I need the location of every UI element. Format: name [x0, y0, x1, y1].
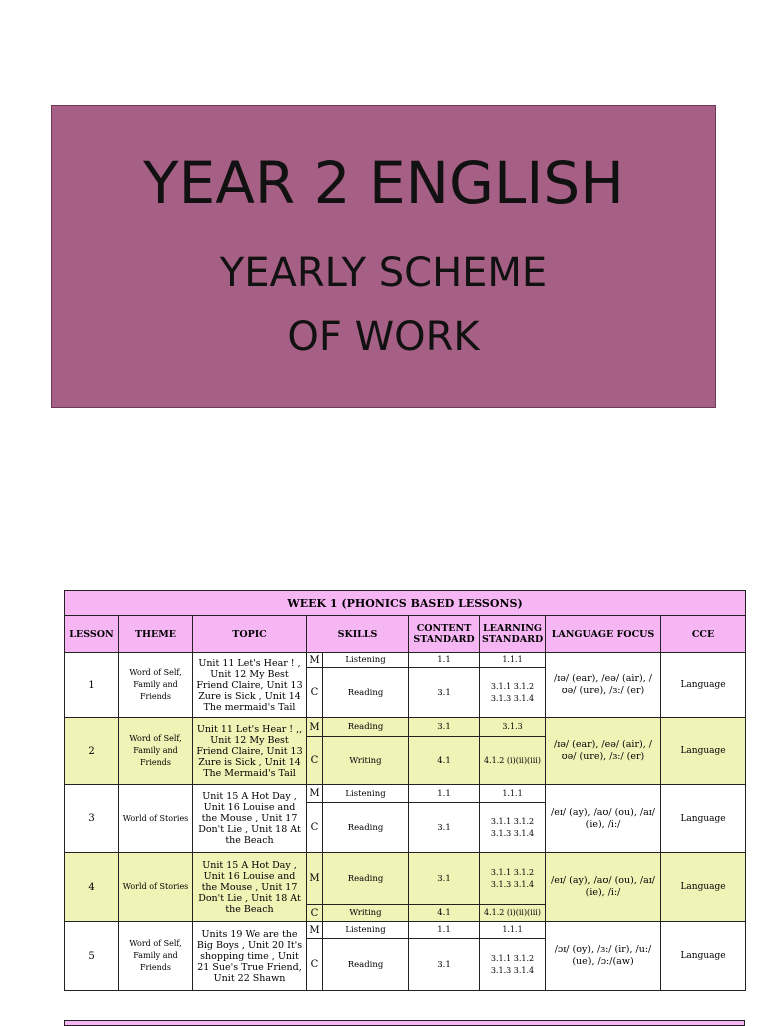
- cce-value: Language: [661, 853, 746, 922]
- header-language-focus: LANGUAGE FOCUS: [546, 616, 661, 653]
- learning-standard: 3.1.1 3.1.2 3.1.3 3.1.4: [480, 939, 546, 991]
- language-focus: /eɪ/ (ay), /aʊ/ (ou), /aɪ/ (ie), /i:/: [546, 785, 661, 853]
- learning-standard: 1.1.1: [480, 922, 546, 939]
- language-focus: /ɪə/ (ear), /eə/ (air), /ʊə/ (ure), /ɜ:/ (er): [546, 718, 661, 785]
- skill-code: C: [307, 905, 323, 922]
- content-standard: 1.1: [409, 653, 480, 668]
- skill-code: C: [307, 803, 323, 853]
- skill-code: C: [307, 737, 323, 785]
- content-standard: 3.1: [409, 718, 480, 737]
- learning-standard: 4.1.2 (i)(ii)(iii): [480, 737, 546, 785]
- lesson-number: 2: [65, 718, 119, 785]
- skill-code: M: [307, 922, 323, 939]
- content-standard: 3.1: [409, 853, 480, 905]
- skill-code: M: [307, 785, 323, 803]
- skill-name: Listening: [323, 785, 409, 803]
- header-topic: TOPIC: [193, 616, 307, 653]
- skill-name: Reading: [323, 853, 409, 905]
- lesson-topic: Unit 11 Let's Hear ! ,, Unit 12 My Best Friend Claire, Unit 13 Zure is Sick , Unit 14 The Mermaid's Tail: [193, 718, 307, 785]
- learning-standard: 3.1.1 3.1.2 3.1.3 3.1.4: [480, 803, 546, 853]
- skill-name: Reading: [323, 718, 409, 737]
- lesson-topic: Units 19 We are the Big Boys , Unit 20 It's shopping time , Unit 21 Sue's True Friend, Unit 22 Shawn: [193, 922, 307, 991]
- lesson-number: 3: [65, 785, 119, 853]
- content-standard: 3.1: [409, 803, 480, 853]
- header-skills: SKILLS: [307, 616, 409, 653]
- skill-name: Listening: [323, 922, 409, 939]
- cce-value: Language: [661, 785, 746, 853]
- content-standard: 4.1: [409, 905, 480, 922]
- skill-name: Writing: [323, 737, 409, 785]
- lesson-theme: Word of Self, Family and Friends: [119, 922, 193, 991]
- skill-name: Writing: [323, 905, 409, 922]
- scheme-of-work-table: [64, 590, 746, 991]
- lesson-theme: World of Stories: [119, 785, 193, 853]
- table-row: [65, 718, 746, 737]
- lesson-number: 4: [65, 853, 119, 922]
- learning-standard: 3.1.3: [480, 718, 546, 737]
- document-title: YEAR 2 ENGLISH: [143, 149, 624, 217]
- header-lesson: LESSON: [65, 616, 119, 653]
- table-row: [65, 922, 746, 939]
- content-standard: 3.1: [409, 668, 480, 718]
- lesson-topic: Unit 15 A Hot Day , Unit 16 Louise and the Mouse , Unit 17 Don't Lie , Unit 18 At the Beach: [193, 785, 307, 853]
- language-focus: /eɪ/ (ay), /aʊ/ (ou), /aɪ/ (ie), /i:/: [546, 853, 661, 922]
- language-focus: /ɔɪ/ (oy), /ɜ:/ (ir), /u:/ (ue), /ɔ:/(aw): [546, 922, 661, 991]
- skill-code: M: [307, 853, 323, 905]
- table-row: [65, 853, 746, 905]
- lesson-number: 5: [65, 922, 119, 991]
- lesson-theme: Word of Self, Family and Friends: [119, 653, 193, 718]
- learning-standard: 1.1.1: [480, 653, 546, 668]
- header-content-standard: CONTENT STANDARD: [409, 616, 480, 653]
- skill-code: M: [307, 718, 323, 737]
- content-standard: 3.1: [409, 939, 480, 991]
- lesson-theme: World of Stories: [119, 853, 193, 922]
- header-theme: THEME: [119, 616, 193, 653]
- skill-name: Reading: [323, 939, 409, 991]
- skill-code: C: [307, 668, 323, 718]
- content-standard: 4.1: [409, 737, 480, 785]
- title-banner: [51, 105, 716, 408]
- skill-code: M: [307, 653, 323, 668]
- language-focus: /ɪə/ (ear), /eə/ (air), /ʊə/ (ure), /ɜ:/ (er): [546, 653, 661, 718]
- learning-standard: 4.1.2 (i)(ii)(iii): [480, 905, 546, 922]
- table-row: [65, 653, 746, 668]
- table-row: [65, 785, 746, 803]
- learning-standard: 3.1.1 3.1.2 3.1.3 3.1.4: [480, 853, 546, 905]
- lesson-theme: Word of Self, Family and Friends: [119, 718, 193, 785]
- header-cce: CCE: [661, 616, 746, 653]
- learning-standard: 3.1.1 3.1.2 3.1.3 3.1.4: [480, 668, 546, 718]
- learning-standard: 1.1.1: [480, 785, 546, 803]
- skill-name: Listening: [323, 653, 409, 668]
- lesson-number: 1: [65, 653, 119, 718]
- next-table-edge: [64, 1020, 745, 1026]
- content-standard: 1.1: [409, 922, 480, 939]
- content-standard: 1.1: [409, 785, 480, 803]
- skill-code: C: [307, 939, 323, 991]
- skill-name: Reading: [323, 803, 409, 853]
- header-learning-standard: LEARNING STANDARD: [480, 616, 546, 653]
- header-row: [65, 616, 746, 653]
- week-heading: WEEK 1 (PHONICS BASED LESSONS): [65, 591, 746, 616]
- lesson-topic: Unit 15 A Hot Day , Unit 16 Louise and the Mouse , Unit 17 Don't Lie , Unit 18 At the Beach: [193, 853, 307, 922]
- document-subtitle-line1: YEARLY SCHEME: [219, 250, 548, 296]
- cce-value: Language: [661, 718, 746, 785]
- cce-value: Language: [661, 653, 746, 718]
- document-subtitle-line2: OF WORK: [287, 314, 480, 360]
- cce-value: Language: [661, 922, 746, 991]
- lesson-topic: Unit 11 Let's Hear ! , Unit 12 My Best Friend Claire, Unit 13 Zure is Sick , Unit 14 The mermaid's Tail: [193, 653, 307, 718]
- skill-name: Reading: [323, 668, 409, 718]
